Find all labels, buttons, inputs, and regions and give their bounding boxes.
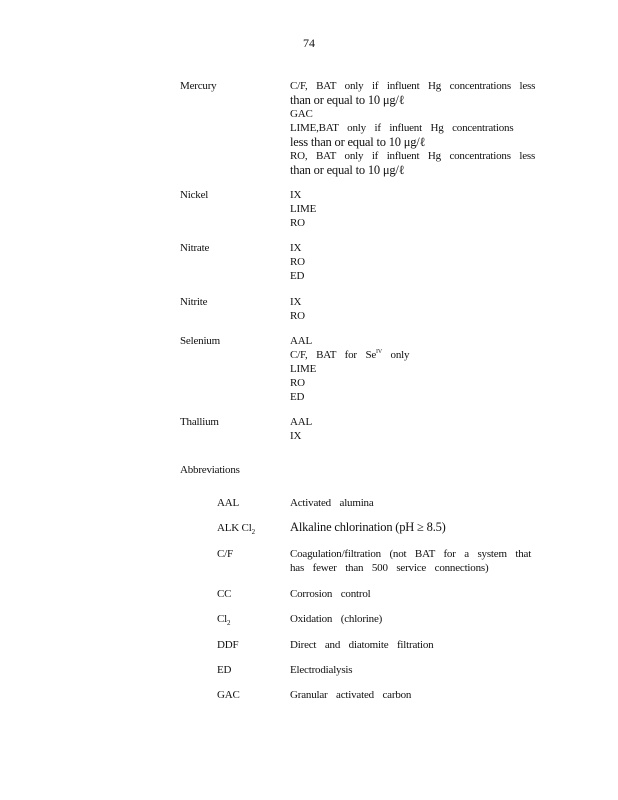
- mercury-line: GAC: [290, 108, 313, 120]
- abbreviation-meaning: Oxidation (chlorine): [290, 613, 383, 625]
- abbreviation-meaning: Direct and diatomite filtration: [290, 639, 434, 651]
- mercury-line: LIME,BAT only if influent Hg concentrations: [290, 122, 514, 134]
- nitrate-line: RO: [290, 256, 305, 268]
- abbreviations-heading: Abbreviations: [180, 464, 240, 476]
- abbreviation-term: CC: [217, 588, 232, 600]
- contaminant-name-selenium: Selenium: [180, 335, 220, 347]
- selenium-line: RO: [290, 377, 305, 389]
- nickel-line: RO: [290, 217, 305, 229]
- abbreviation-term-text: ALK Cl: [217, 522, 252, 534]
- thallium-line: IX: [290, 430, 302, 442]
- abbreviation-term: AAL: [217, 497, 240, 509]
- selenium-line: LIME: [290, 363, 317, 375]
- selenium-cf-text: C/F, BAT for Se: [290, 349, 377, 361]
- abbreviation-meaning: Alkaline chlorination (pH ≥ 8.5): [290, 520, 446, 534]
- abbreviation-term: [217, 613, 230, 627]
- abbreviation-term: DDF: [217, 639, 239, 651]
- nitrate-line: IX: [290, 242, 302, 254]
- mercury-line: C/F, BAT only if influent Hg concentrations less: [290, 80, 536, 92]
- page-number: 74: [303, 36, 315, 50]
- selenium-line: ED: [290, 391, 305, 403]
- nitrite-line: RO: [290, 310, 305, 322]
- abbreviation-term-text: Cl: [217, 613, 227, 625]
- abbreviation-term: C/F: [217, 548, 233, 560]
- nitrate-line: ED: [290, 270, 305, 282]
- selenium-superscript: IV: [376, 349, 382, 355]
- selenium-line: [290, 349, 409, 361]
- contaminant-name-nitrate: Nitrate: [180, 242, 210, 254]
- abbreviation-term: ED: [217, 664, 232, 676]
- selenium-line: AAL: [290, 335, 313, 347]
- nickel-line: LIME: [290, 203, 317, 215]
- nitrite-line: IX: [290, 296, 302, 308]
- abbreviation-meaning: Granular activated carbon: [290, 689, 412, 701]
- abbreviation-meaning-continued: has fewer than 500 service connections): [290, 562, 489, 574]
- abbreviation-meaning: Activated alumina: [290, 497, 374, 509]
- abbreviation-meaning: Coagulation/filtration (not BAT for a system that: [290, 548, 532, 560]
- abbreviation-subscript: 2: [227, 619, 231, 628]
- mercury-line: less than or equal to 10 μg/ℓ: [290, 135, 426, 149]
- contaminant-name-thallium: Thallium: [180, 416, 219, 428]
- abbreviation-term: GAC: [217, 689, 240, 701]
- mercury-line: RO, BAT only if influent Hg concentrations less: [290, 150, 536, 162]
- mercury-line: than or equal to 10 μg/ℓ: [290, 93, 405, 107]
- contaminant-name-nickel: Nickel: [180, 189, 209, 201]
- mercury-line: than or equal to 10 μg/ℓ: [290, 163, 405, 177]
- abbreviation-subscript: 2: [251, 528, 255, 537]
- contaminant-name-nitrite: Nitrite: [180, 296, 208, 308]
- thallium-line: AAL: [290, 416, 313, 428]
- contaminant-name-mercury: Mercury: [180, 80, 217, 92]
- selenium-suffix: only: [381, 349, 410, 361]
- abbreviation-meaning: Electrodialysis: [290, 664, 353, 676]
- abbreviation-term: [217, 522, 255, 536]
- abbreviation-meaning: Corrosion control: [290, 588, 371, 600]
- nickel-line: IX: [290, 189, 302, 201]
